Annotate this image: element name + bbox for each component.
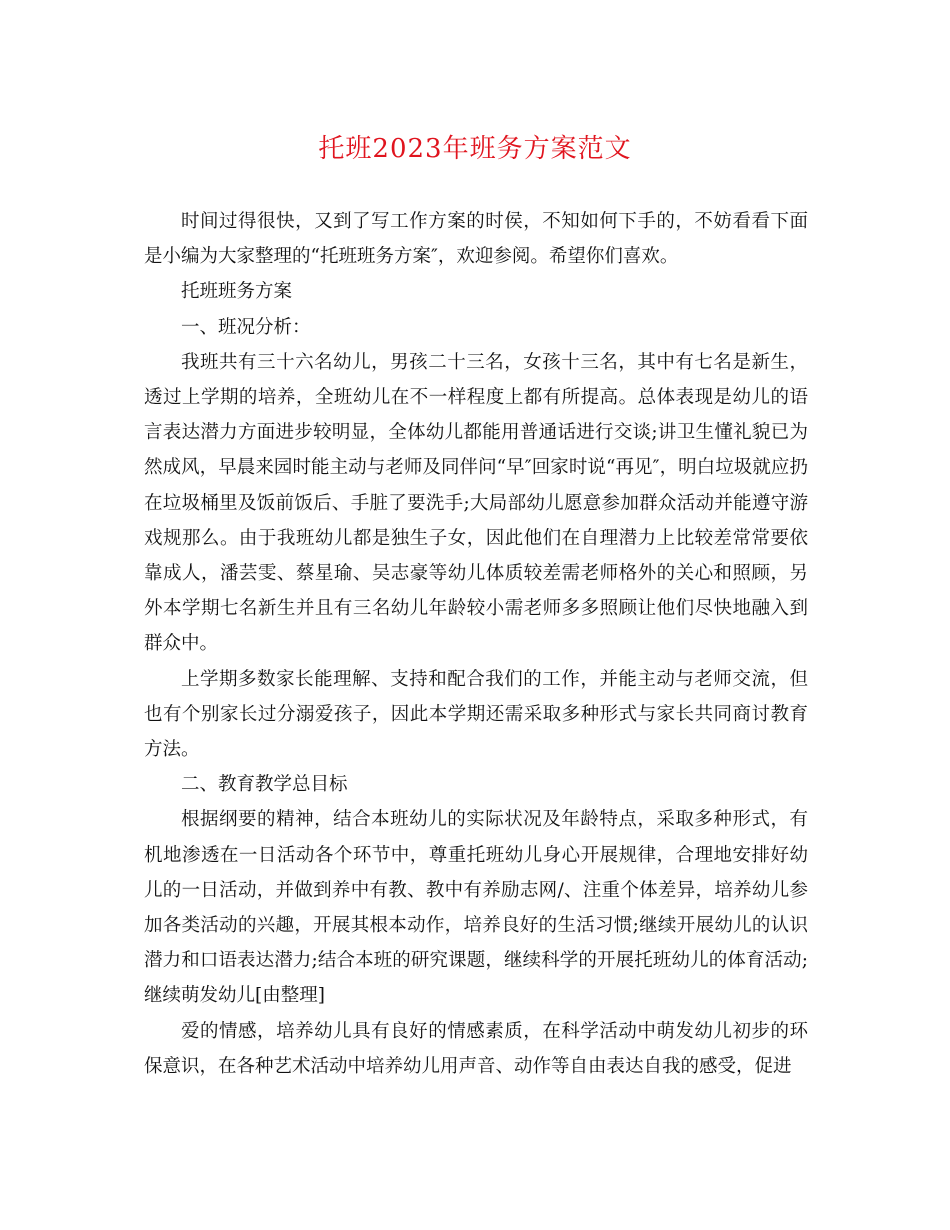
paragraph-intro: 时间过得很快，又到了写工作方案的时侯，不知如何下手的，不妨看看下面是小编为大家整理的“托班班务方案″，欢迎参阅。希望你们喜欢。 <box>144 211 808 268</box>
paragraph-goals: 根据纲要的精神，结合本班幼儿的实际状况及年龄特点，采取多种形式，有机地渗透在一日活动各个环节中，尊重托班幼儿身心开展规律，合理地安排好幼儿的一日活动，并做到养中有教、教中有养励志网/、注重个体差异，培养幼儿参加各类活动的兴趣，开展其根本动作，培养良好的生活习惯;继续开展幼儿的认识潜力和口语表达潜力;结合本班的研究课题，继续科学的开展托班幼儿的体育活动;继续萌发幼儿[由整理] <box>144 809 808 1007</box>
paragraph-plan-heading: 托班班务方案 <box>181 281 293 303</box>
section-heading-class-analysis: 一、班况分析： <box>181 316 311 338</box>
paragraph-class-analysis: 我班共有三十六名幼儿，男孩二十三名，女孩十三名，其中有七名是新生，透过上学期的培养，全班幼儿在不一样程度上都有所提高。总体表现是幼儿的语言表达潜力方面进步较明显，全体幼儿都能用普通话进行交谈;讲卫生懂礼貌已为然成风，早晨来园时能主动与老师及同伴问“早″回家时说“再见″，明白垃圾就应扔在垃圾桶里及饭前饭后、手脏了要洗手;大局部幼儿愿意参加群众活动并能遵守游戏规那么。由于我班幼儿都是独生子女，因此他们在自理潜力上比较差常常要依靠成人，潘芸雯、蔡星瑜、吴志豪等幼儿体质较差需老师格外的关心和照顾，另外本学期七名新生并且有三名幼儿年龄较小需老师多多照顾让他们尽快地融入到群众中。 <box>144 351 808 655</box>
paragraph-emotions: 爱的情感，培养幼儿具有良好的情感素质，在科学活动中萌发幼儿初步的环保意识，在各种艺术活动中培养幼儿用声音、动作等自由表达自我的感受，促进 <box>144 1020 808 1077</box>
document-body <box>144 204 808 1084</box>
paragraph-parents: 上学期多数家长能理解、支持和配合我们的工作，并能主动与老师交流，但也有个别家长过分溺爱孩子，因此本学期还需采取多种形式与家长共同商讨教育方法。 <box>144 668 808 761</box>
section-heading-goals: 二、教育教学总目标 <box>181 774 348 796</box>
document-title: 托班2023年班务方案范文 <box>318 134 632 164</box>
